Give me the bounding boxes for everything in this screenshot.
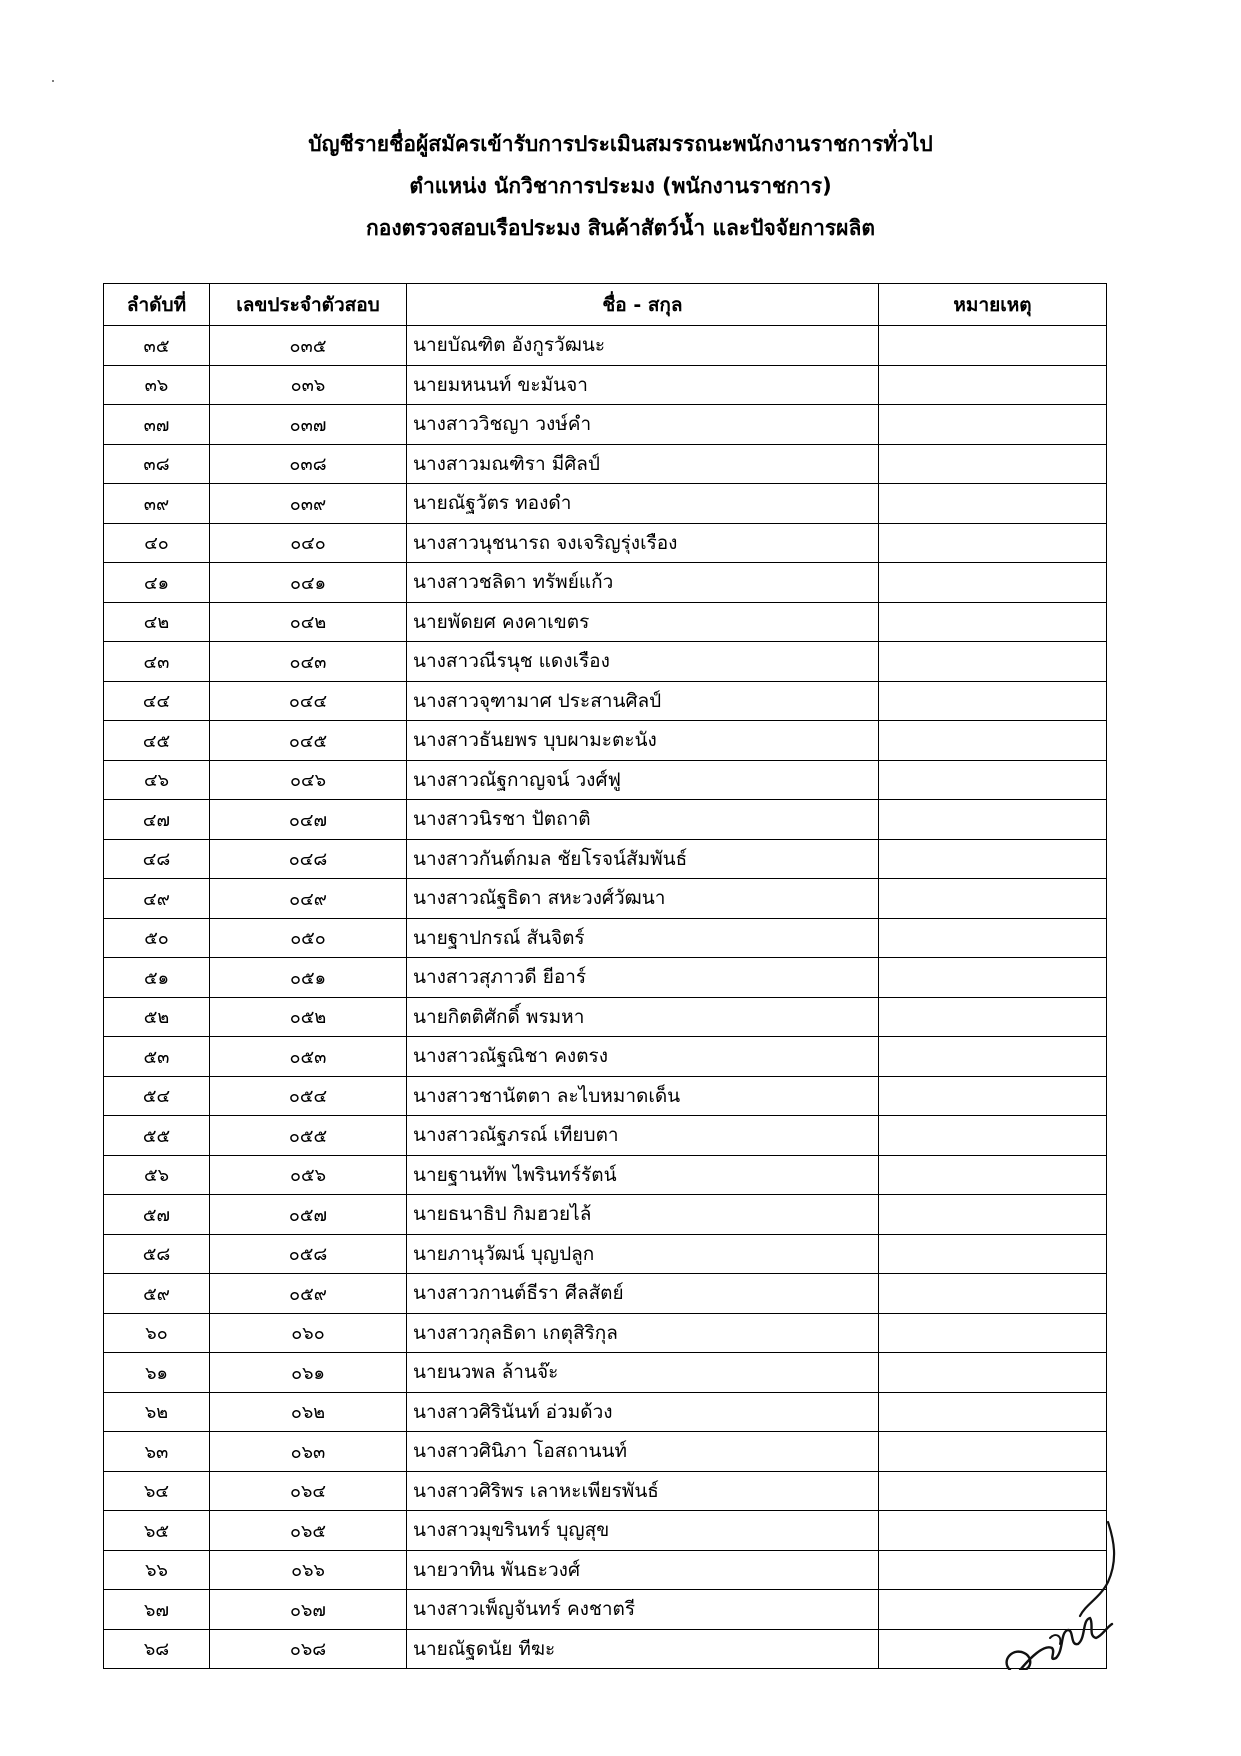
full-name-cell: นางสาวณัฐธิดา สหะวงศ์วัฒนา bbox=[407, 879, 879, 919]
exam-id-cell: ๐๕๔ bbox=[210, 1076, 407, 1116]
header-position: ตำแหน่ง นักวิชาการประมง (พนักงานราชการ) bbox=[409, 174, 832, 198]
table-row bbox=[104, 1037, 1107, 1077]
full-name-cell: นางสาวชลิดา ทรัพย์แก้ว bbox=[407, 563, 879, 603]
table-row bbox=[104, 879, 1107, 919]
handwritten-signature-icon bbox=[990, 1520, 1120, 1670]
table-row bbox=[104, 1234, 1107, 1274]
table-row bbox=[104, 1432, 1107, 1472]
remark-cell bbox=[879, 1155, 1107, 1195]
table-row bbox=[104, 523, 1107, 563]
order-cell: ๖๗ bbox=[104, 1590, 210, 1630]
table-row bbox=[104, 760, 1107, 800]
exam-id-cell: ๐๔๔ bbox=[210, 681, 407, 721]
order-cell: ๖๘ bbox=[104, 1629, 210, 1669]
order-cell: ๔๔ bbox=[104, 681, 210, 721]
exam-id-cell: ๐๓๖ bbox=[210, 365, 407, 405]
column-header-exam-id: เลขประจำตัวสอบ bbox=[210, 284, 407, 326]
order-cell: ๕๓ bbox=[104, 1037, 210, 1077]
order-cell: ๔๕ bbox=[104, 721, 210, 761]
table-row bbox=[104, 1511, 1107, 1551]
exam-id-cell: ๐๔๓ bbox=[210, 642, 407, 682]
remark-cell bbox=[879, 405, 1107, 445]
full-name-cell: นายภานุวัฒน์ บุญปลูก bbox=[407, 1234, 879, 1274]
table-row bbox=[104, 800, 1107, 840]
remark-cell bbox=[879, 326, 1107, 366]
remark-cell bbox=[879, 1116, 1107, 1156]
applicant-table bbox=[103, 283, 1107, 1669]
table-row bbox=[104, 642, 1107, 682]
order-cell: ๕๕ bbox=[104, 1116, 210, 1156]
full-name-cell: นายฐาปกรณ์ สันจิตร์ bbox=[407, 918, 879, 958]
order-cell: ๕๖ bbox=[104, 1155, 210, 1195]
exam-id-cell: ๐๔๗ bbox=[210, 800, 407, 840]
remark-cell bbox=[879, 1432, 1107, 1472]
header-title: บัญชีรายชื่อผู้สมัครเข้ารับการประเมินสมรรถนะพนักงานราชการทั่วไป bbox=[308, 132, 933, 156]
column-header-remark: หมายเหตุ bbox=[879, 284, 1107, 326]
order-cell: ๖๑ bbox=[104, 1353, 210, 1393]
remark-cell bbox=[879, 839, 1107, 879]
full-name-cell: นายพัดยศ คงคาเขตร bbox=[407, 602, 879, 642]
order-cell: ๔๒ bbox=[104, 602, 210, 642]
full-name-cell: นางสาวนุชนารถ จงเจริญรุ่งเรือง bbox=[407, 523, 879, 563]
full-name-cell: นายนวพล ล้านจ๊ะ bbox=[407, 1353, 879, 1393]
exam-id-cell: ๐๔๕ bbox=[210, 721, 407, 761]
order-cell: ๓๗ bbox=[104, 405, 210, 445]
remark-cell bbox=[879, 800, 1107, 840]
exam-id-cell: ๐๔๒ bbox=[210, 602, 407, 642]
remark-cell bbox=[879, 1274, 1107, 1314]
table-body bbox=[104, 326, 1107, 1669]
remark-cell bbox=[879, 1392, 1107, 1432]
exam-id-cell: ๐๕๖ bbox=[210, 1155, 407, 1195]
exam-id-cell: ๐๖๑ bbox=[210, 1353, 407, 1393]
remark-cell bbox=[879, 1195, 1107, 1235]
exam-id-cell: ๐๔๘ bbox=[210, 839, 407, 879]
full-name-cell: นายณัฐวัตร ทองดำ bbox=[407, 484, 879, 524]
order-cell: ๕๗ bbox=[104, 1195, 210, 1235]
order-cell: ๔๑ bbox=[104, 563, 210, 603]
full-name-cell: นางสาวสุภาวดี ยีอาร์ bbox=[407, 958, 879, 998]
full-name-cell: นางสาวณีรนุช แดงเรือง bbox=[407, 642, 879, 682]
order-cell: ๕๔ bbox=[104, 1076, 210, 1116]
exam-id-cell: ๐๖๔ bbox=[210, 1471, 407, 1511]
table-row bbox=[104, 326, 1107, 366]
order-cell: ๕๑ bbox=[104, 958, 210, 998]
exam-id-cell: ๐๓๘ bbox=[210, 444, 407, 484]
column-header-order: ลำดับที่ bbox=[104, 284, 210, 326]
table-row bbox=[104, 1550, 1107, 1590]
full-name-cell: นายธนาธิป กิมฮวยไล้ bbox=[407, 1195, 879, 1235]
exam-id-cell: ๐๓๗ bbox=[210, 405, 407, 445]
order-cell: ๖๕ bbox=[104, 1511, 210, 1551]
full-name-cell: นางสาวจุฑามาศ ประสานศิลป์ bbox=[407, 681, 879, 721]
exam-id-cell: ๐๔๖ bbox=[210, 760, 407, 800]
full-name-cell: นางสาวณัฐกาญจน์ วงศ์ฟู bbox=[407, 760, 879, 800]
remark-cell bbox=[879, 1353, 1107, 1393]
full-name-cell: นางสาวกุลธิดา เกตุสิริกุล bbox=[407, 1313, 879, 1353]
full-name-cell: นายวาทิน พันธะวงศ์ bbox=[407, 1550, 879, 1590]
table-row bbox=[104, 997, 1107, 1037]
full-name-cell: นางสาวธันยพร บุบผามะตะนัง bbox=[407, 721, 879, 761]
exam-id-cell: ๐๕๗ bbox=[210, 1195, 407, 1235]
exam-id-cell: ๐๕๙ bbox=[210, 1274, 407, 1314]
order-cell: ๕๙ bbox=[104, 1274, 210, 1314]
exam-id-cell: ๐๓๙ bbox=[210, 484, 407, 524]
full-name-cell: นางสาวมุขรินทร์ บุญสุข bbox=[407, 1511, 879, 1551]
order-cell: ๖๒ bbox=[104, 1392, 210, 1432]
remark-cell bbox=[879, 1471, 1107, 1511]
order-cell: ๕๘ bbox=[104, 1234, 210, 1274]
order-cell: ๓๕ bbox=[104, 326, 210, 366]
table-row bbox=[104, 918, 1107, 958]
full-name-cell: นายณัฐดนัย ทีฆะ bbox=[407, 1629, 879, 1669]
full-name-cell: นายมหนนท์ ขะมันจา bbox=[407, 365, 879, 405]
full-name-cell: นางสาววิชญา วงษ์คำ bbox=[407, 405, 879, 445]
full-name-cell: นางสาวศิริพร เลาหะเพียรพันธ์ bbox=[407, 1471, 879, 1511]
order-cell: ๓๘ bbox=[104, 444, 210, 484]
order-cell: ๔๓ bbox=[104, 642, 210, 682]
full-name-cell: นายกิตติศักดิ์ พรมหา bbox=[407, 997, 879, 1037]
table-row bbox=[104, 1392, 1107, 1432]
remark-cell bbox=[879, 879, 1107, 919]
exam-id-cell: ๐๕๘ bbox=[210, 1234, 407, 1274]
remark-cell bbox=[879, 602, 1107, 642]
document-header bbox=[0, 123, 1241, 249]
exam-id-cell: ๐๖๖ bbox=[210, 1550, 407, 1590]
exam-id-cell: ๐๔๑ bbox=[210, 563, 407, 603]
remark-cell bbox=[879, 721, 1107, 761]
order-cell: ๖๖ bbox=[104, 1550, 210, 1590]
full-name-cell: นางสาวกานต์ธีรา ศีลสัตย์ bbox=[407, 1274, 879, 1314]
full-name-cell: นางสาวกันต์กมล ชัยโรจน์สัมพันธ์ bbox=[407, 839, 879, 879]
order-cell: ๖๔ bbox=[104, 1471, 210, 1511]
scan-speck bbox=[52, 80, 54, 82]
table-row bbox=[104, 1353, 1107, 1393]
table-row bbox=[104, 1313, 1107, 1353]
exam-id-cell: ๐๖๓ bbox=[210, 1432, 407, 1472]
table-header-row bbox=[104, 284, 1107, 326]
order-cell: ๕๒ bbox=[104, 997, 210, 1037]
order-cell: ๔๘ bbox=[104, 839, 210, 879]
table-row bbox=[104, 1116, 1107, 1156]
table-row bbox=[104, 1590, 1107, 1630]
table-row bbox=[104, 839, 1107, 879]
column-header-full-name: ชื่อ - สกุล bbox=[407, 284, 879, 326]
order-cell: ๖๓ bbox=[104, 1432, 210, 1472]
full-name-cell: นางสาวเพ็ญจันทร์ คงชาตรี bbox=[407, 1590, 879, 1630]
full-name-cell: นางสาวศิรินันท์ อ่วมด้วง bbox=[407, 1392, 879, 1432]
exam-id-cell: ๐๓๕ bbox=[210, 326, 407, 366]
remark-cell bbox=[879, 484, 1107, 524]
remark-cell bbox=[879, 918, 1107, 958]
remark-cell bbox=[879, 1313, 1107, 1353]
order-cell: ๔๙ bbox=[104, 879, 210, 919]
order-cell: ๓๖ bbox=[104, 365, 210, 405]
remark-cell bbox=[879, 681, 1107, 721]
order-cell: ๔๗ bbox=[104, 800, 210, 840]
full-name-cell: นางสาวศินิภา โอสถานนท์ bbox=[407, 1432, 879, 1472]
table-row bbox=[104, 484, 1107, 524]
full-name-cell: นายฐานทัพ ไพรินทร์รัตน์ bbox=[407, 1155, 879, 1195]
exam-id-cell: ๐๕๕ bbox=[210, 1116, 407, 1156]
table-row bbox=[104, 563, 1107, 603]
remark-cell bbox=[879, 563, 1107, 603]
full-name-cell: นางสาวณัฐณิชา คงตรง bbox=[407, 1037, 879, 1077]
table-row bbox=[104, 958, 1107, 998]
table-row bbox=[104, 721, 1107, 761]
order-cell: ๓๙ bbox=[104, 484, 210, 524]
order-cell: ๔๖ bbox=[104, 760, 210, 800]
table-row bbox=[104, 1076, 1107, 1116]
remark-cell bbox=[879, 642, 1107, 682]
exam-id-cell: ๐๖๒ bbox=[210, 1392, 407, 1432]
remark-cell bbox=[879, 760, 1107, 800]
table-row bbox=[104, 365, 1107, 405]
exam-id-cell: ๐๕๓ bbox=[210, 1037, 407, 1077]
full-name-cell: นางสาวณัฐภรณ์ เทียบตา bbox=[407, 1116, 879, 1156]
exam-id-cell: ๐๕๒ bbox=[210, 997, 407, 1037]
remark-cell bbox=[879, 444, 1107, 484]
table-row bbox=[104, 444, 1107, 484]
remark-cell bbox=[879, 365, 1107, 405]
table-row bbox=[104, 1195, 1107, 1235]
table-row bbox=[104, 1155, 1107, 1195]
table-row bbox=[104, 1471, 1107, 1511]
exam-id-cell: ๐๖๐ bbox=[210, 1313, 407, 1353]
full-name-cell: นางสาวมณฑิรา มีศิลป์ bbox=[407, 444, 879, 484]
exam-id-cell: ๐๖๘ bbox=[210, 1629, 407, 1669]
order-cell: ๔๐ bbox=[104, 523, 210, 563]
exam-id-cell: ๐๕๑ bbox=[210, 958, 407, 998]
table-row bbox=[104, 405, 1107, 445]
full-name-cell: นายบัณฑิต อังกูรวัฒนะ bbox=[407, 326, 879, 366]
exam-id-cell: ๐๔๐ bbox=[210, 523, 407, 563]
full-name-cell: นางสาวชานัตตา ละไบหมาดเด็น bbox=[407, 1076, 879, 1116]
full-name-cell: นางสาวนิรชา ปัตถาติ bbox=[407, 800, 879, 840]
header-division: กองตรวจสอบเรือประมง สินค้าสัตว์น้ำ และปัจจัยการผลิต bbox=[366, 216, 875, 240]
remark-cell bbox=[879, 1076, 1107, 1116]
remark-cell bbox=[879, 1234, 1107, 1274]
order-cell: ๕๐ bbox=[104, 918, 210, 958]
exam-id-cell: ๐๕๐ bbox=[210, 918, 407, 958]
remark-cell bbox=[879, 958, 1107, 998]
order-cell: ๖๐ bbox=[104, 1313, 210, 1353]
remark-cell bbox=[879, 997, 1107, 1037]
remark-cell bbox=[879, 523, 1107, 563]
exam-id-cell: ๐๖๗ bbox=[210, 1590, 407, 1630]
table-row bbox=[104, 681, 1107, 721]
table-row bbox=[104, 602, 1107, 642]
exam-id-cell: ๐๖๕ bbox=[210, 1511, 407, 1551]
table-row bbox=[104, 1274, 1107, 1314]
table-row bbox=[104, 1629, 1107, 1669]
remark-cell bbox=[879, 1037, 1107, 1077]
exam-id-cell: ๐๔๙ bbox=[210, 879, 407, 919]
